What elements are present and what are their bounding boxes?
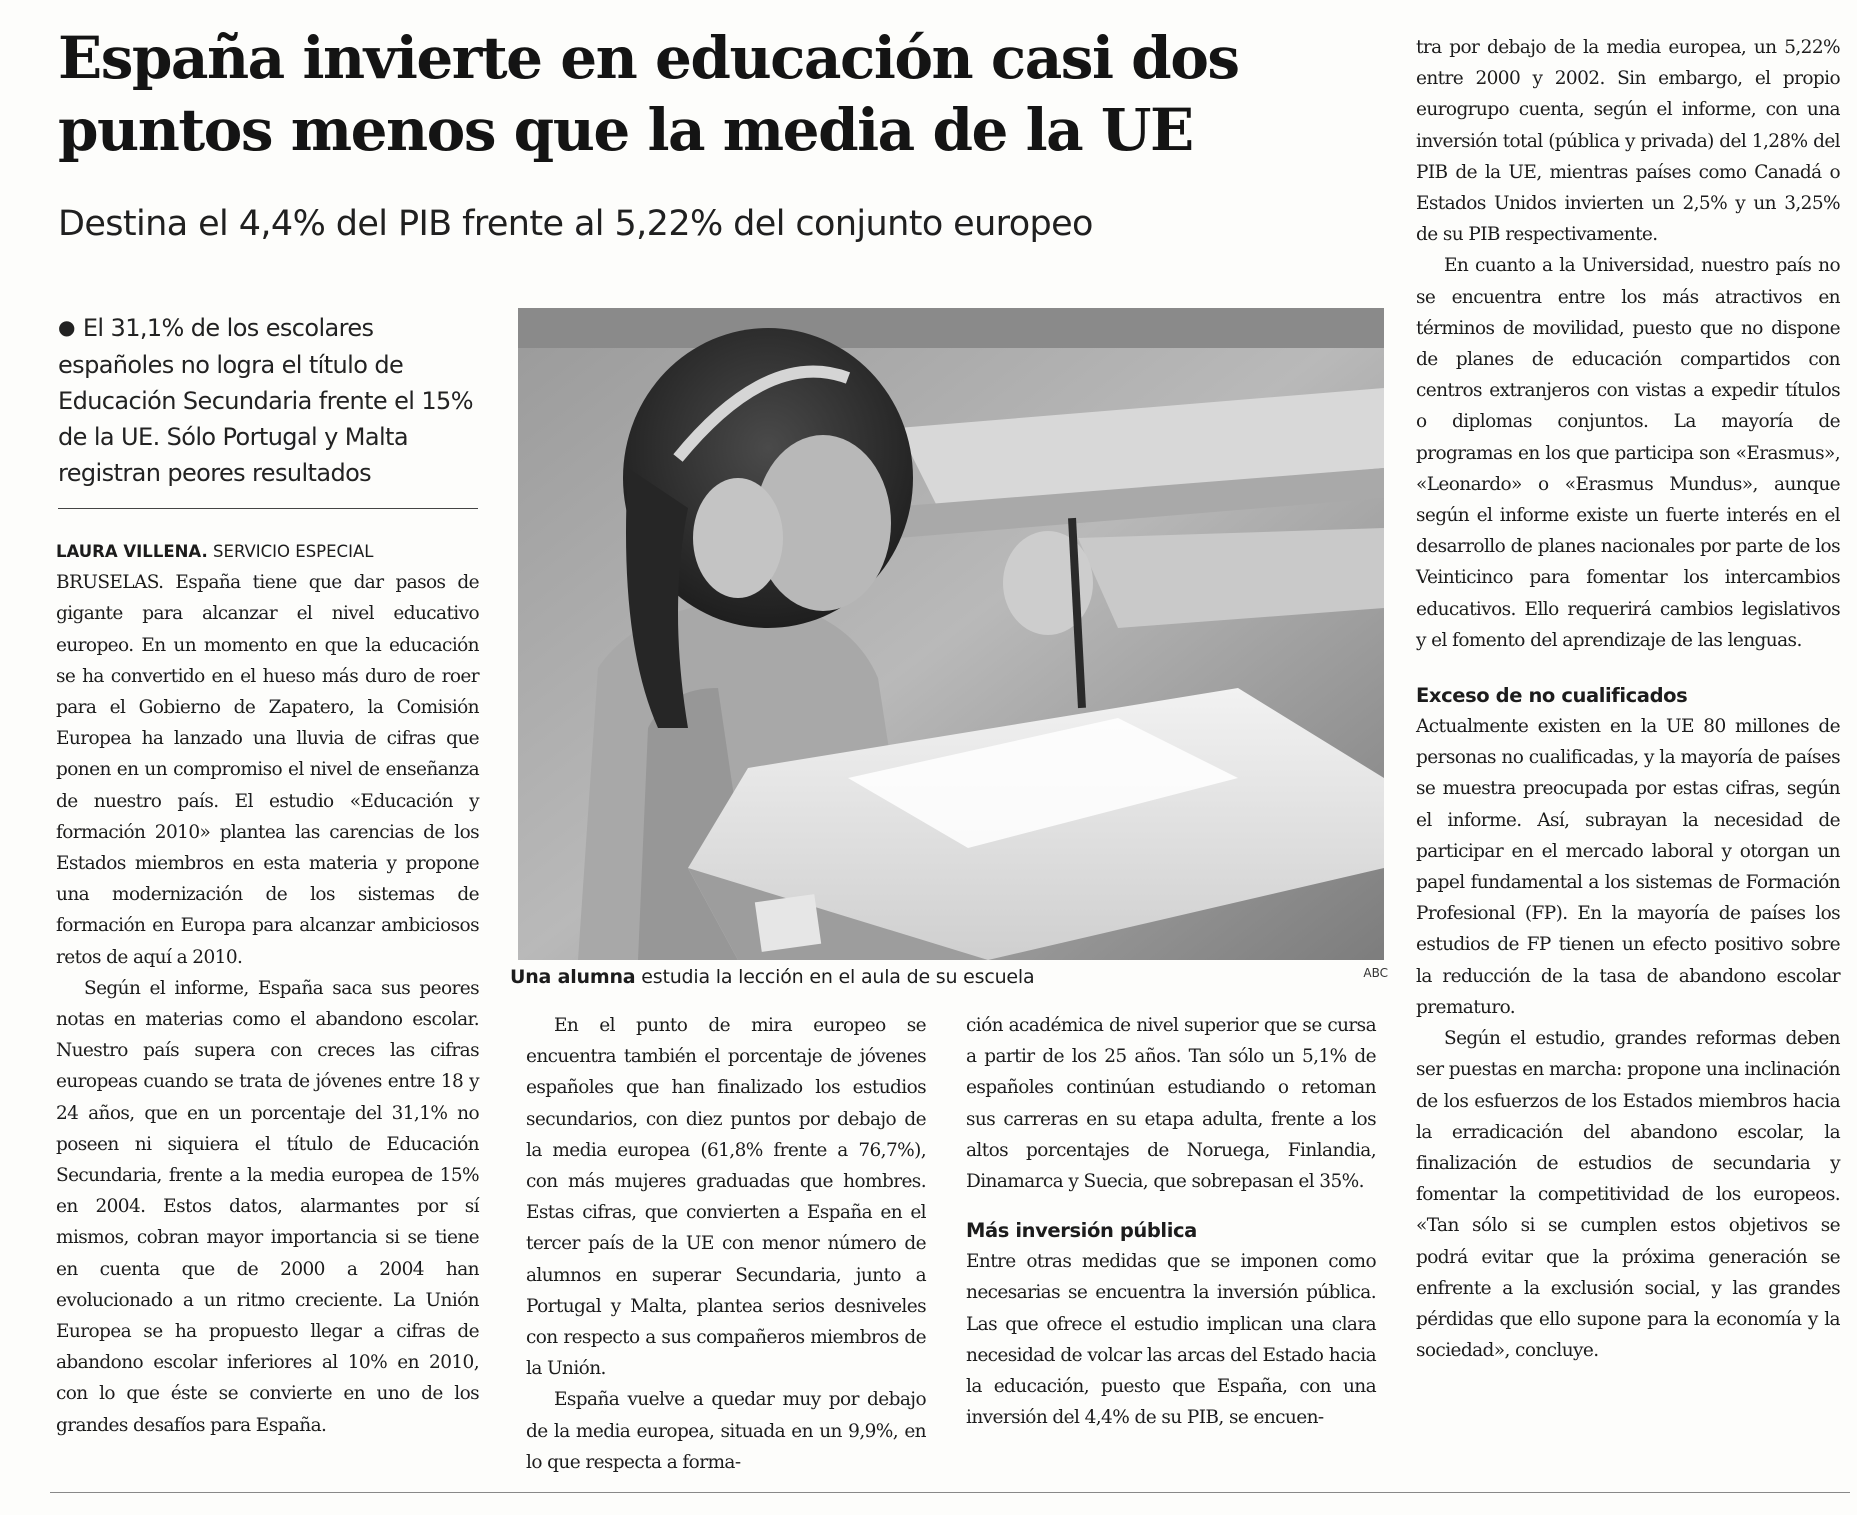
summary-divider: [58, 508, 478, 509]
photo-illustration: [518, 308, 1384, 960]
col4-paragraph-1: tra por debajo de la media europea, un 5,22% entre 2000 y 2002. Sin embargo, el propio eurogrupo cuenta, según el informe, con una inversión total (pública y privada) del 1,28% del PIB de la UE, mientras países como Canadá o Estados Unidos invierten un 2,5% y un 3,25% de su PIB respectivamente.: [1416, 37, 1840, 246]
byline-author: LAURA VILLENA.: [56, 542, 208, 561]
caption-lead: Una alumna: [510, 966, 636, 988]
summary: [58, 310, 478, 491]
col4-paragraph-2: En cuanto a la Universidad, nuestro país no se encuentra entre los más atractivos en términos de movilidad, puesto que no dispone de planes de educación compartidos con centros extranjeros con vistas a expedir títulos o diplomas conjuntos. La mayoría de programas en los que participa son «Erasmus», «Leonardo» o «Erasmus Mundus», aunque según el informe existe un fuerte interés en el desarrollo de planes nacionales por parte de los Veinticinco para fomentar los intercambios educativos. Ello requerirá cambios legislativos y el fomento del aprendizaje de las lenguas.: [1416, 255, 1840, 651]
col4-paragraph-4: Según el estudio, grandes reformas deben ser puestas en marcha: propone una inclinación de los esfuerzos de los Estados miembros hacia la erradicación del abandono escolar, la finalización de estudios de secundaria y fomentar la competitividad de los europeos. «Tan sólo si se cumplen estos objetivos se podrá evitar que la próxima generación se enfrente a la exclusión social, y las grandes pérdidas que ello supone para la economía y la sociedad», concluye.: [1416, 1028, 1840, 1362]
bullet-icon: ●: [58, 315, 75, 339]
column-1: [56, 536, 479, 1441]
col3-paragraph-1: ción académica de nivel superior que se cursa a partir de los 25 años. Tan sólo un 5,1% de españoles continúan estudiando o retoman sus carreras en su etapa adulta, frente a los altos porcentajes de Noruega, Finlandia, Dinamarca y Suecia, que sobrepasan el 35%.: [966, 1015, 1376, 1193]
byline-service: SERVICIO ESPECIAL: [213, 542, 374, 561]
summary-text: El 31,1% de los escolares españoles no logra el título de Educación Secundaria frente el 15% de la UE. Sólo Portugal y Malta registran peores resultados: [58, 314, 473, 487]
photo-credit: ABC: [1363, 966, 1388, 980]
col2-paragraph-2: España vuelve a quedar muy por debajo de la media europea, situada en un 9,9%, en lo que respecta a forma-: [526, 1389, 926, 1473]
headline-line-1: España invierte en educación casi dos: [58, 24, 1239, 92]
col3-paragraph-2: Entre otras medidas que se imponen como necesarias se encuentra la inversión pública. Las que ofrece el estudio implican una clara necesidad de volcar las arcas del Estado hacia la educación, puesto que España, con una inversión del 4,4% de su PIB, se encuen-: [966, 1251, 1376, 1429]
photo-caption: [510, 962, 1330, 992]
col2-paragraph-1: En el punto de mira europeo se encuentra también el porcentaje de jóvenes españoles que han finalizado los estudios secundarios, con diez puntos por debajo de la media europea (61,8% frente a 76,7%), con más mujeres graduadas que hombres. Estas cifras, que convierten a España en el tercer país de la UE con menor número de alumnos en superar Secundaria, junto a Portugal y Malta, plantea serios desniveles con respecto a sus compañeros miembros de la Unión.: [526, 1015, 926, 1380]
article-photo: [518, 308, 1384, 960]
col1-paragraph-2: Según el informe, España saca sus peores notas en materias como el abandono escolar. Nuestro país supera con creces las cifras europeas cuando se trata de jóvenes entre 18 y 24 años, que en un porcentaje del 31,1% no poseen ni siquiera el título de Educación Secundaria, frente a la media europea de 15% en 2004. Estos datos, alarmantes por sí mismos, cobran mayor importancia si se tiene en cuenta que de 2000 a 2004 han evolucionado a un ritmo creciente. La Unión Europea se ha propuesto llegar a cifras de abandono escolar inferiores al 10% en 2010, con lo que éste se convierte en uno de los grandes desafíos para España.: [56, 977, 479, 1436]
byline: [56, 536, 479, 567]
caption-text: estudia la lección en el aula de su escuela: [641, 966, 1035, 988]
headline: [58, 22, 1388, 166]
col1-paragraph-1: BRUSELAS. España tiene que dar pasos de gigante para alcanzar el nivel educativo europeo. En un momento en que la educación se ha convertido en el hueso más duro de roer para el Gobierno de Zapatero, la Comisión Europea ha lanzado una lluvia de cifras que ponen en un compromiso el nivel de enseñanza de nuestro país. El estudio «Educación y formación 2010» plantea las carencias de los Estados miembros en esta materia y propone una modernización de los sistemas de formación en Europa para alcanzar ambiciosos retos de aquí a 2010.: [56, 572, 479, 968]
col4-paragraph-3: Actualmente existen en la UE 80 millones de personas no cualificadas, y la mayoría de países se muestra preocupada por estas cifras, según el informe. Así, subrayan la necesidad de participar en el mercado laboral y otorgan un papel fundamental a los sistemas de Formación Profesional (FP). En la mayoría de países los estudios de FP tienen un efecto positivo sobre la reducción de la tasa de abandono escolar prematuro.: [1416, 716, 1840, 1018]
subtitle: Destina el 4,4% del PIB frente al 5,22% del conjunto europeo: [58, 204, 1093, 244]
subhead-cualificados: Exceso de no cualificados: [1416, 684, 1688, 708]
column-2: [526, 1010, 926, 1478]
column-3: [966, 1010, 1376, 1433]
column-4: [1416, 32, 1840, 1366]
bottom-divider: [50, 1492, 1850, 1493]
headline-line-2: puntos menos que la media de la UE: [58, 96, 1193, 164]
subhead-inversion: Más inversión pública: [966, 1219, 1197, 1243]
